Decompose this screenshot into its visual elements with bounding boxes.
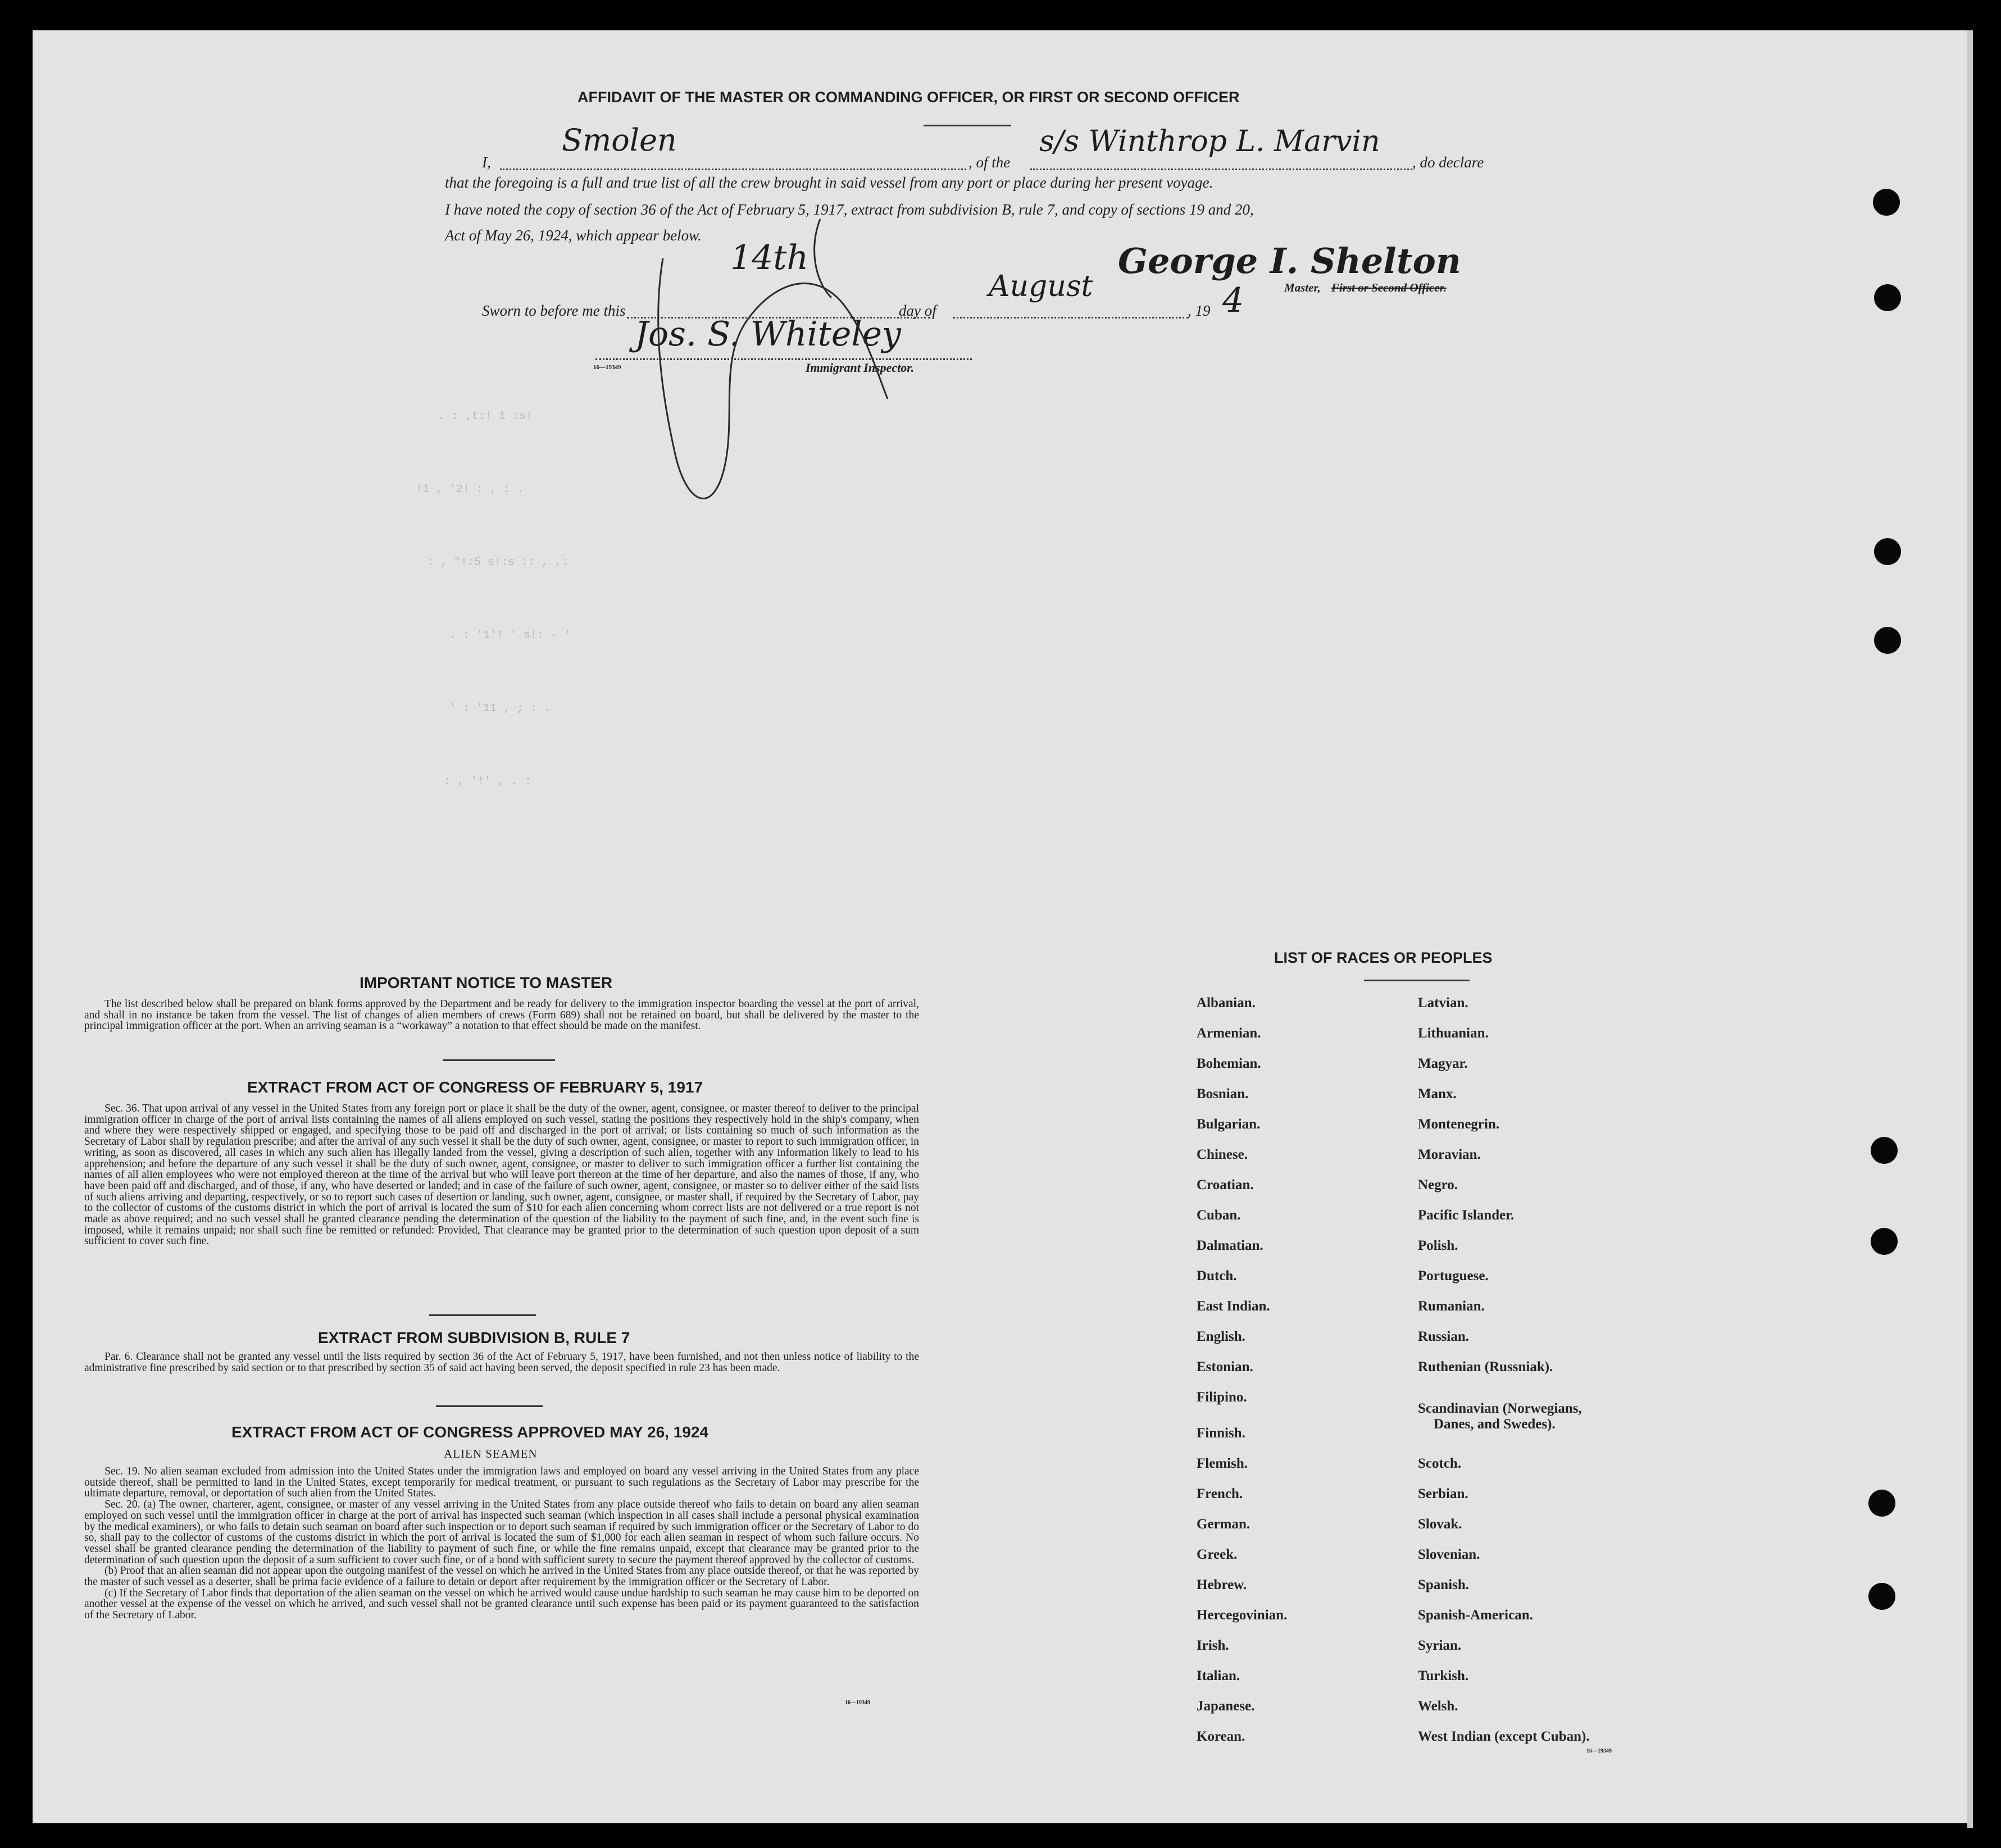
handwritten-year: 4 (1222, 281, 1244, 320)
bleed-through-text: : , '!' , . : (444, 775, 532, 788)
race-item: Syrian. (1418, 1638, 1462, 1653)
bleed-through-text: . : '1'! ' s!: - ' (449, 629, 571, 642)
race-item: Spanish-American. (1418, 1608, 1533, 1623)
officer-label: First or Second Officer. (1331, 281, 1447, 294)
race-item: Scandinavian (Norwegians, (1418, 1401, 1582, 1416)
form-number: 16—19349 (845, 1700, 870, 1706)
section-divider (443, 1059, 555, 1061)
race-item: Rumanian. (1418, 1299, 1485, 1314)
punch-hole (1874, 284, 1901, 311)
bleed-through-text: : , "!:5 s!:s :: , ,: (427, 556, 569, 569)
race-item: Bosnian. (1197, 1086, 1249, 1101)
bleed-through-text: . : ,t:! 1 :s! (438, 410, 533, 423)
notice-text (84, 999, 919, 1032)
section-20b-paragraph: (b) Proof that an alien seaman did not appear upon the outgoing manifest of the vessel on which he arrived in the United States from any place outside thereof, or that he was reported by the master of such vessel as a deserter, shall be prima facie evidence of a failure to detain or deport after requirement by the immigration officer or the Secretary of Labor. (84, 1565, 919, 1588)
alien-seamen-subtitle: ALIEN SEAMEN (444, 1447, 538, 1460)
section-20a-paragraph: Sec. 20. (a) The owner, charterer, agent, consignee, or master of any vessel arriving in the United States from any place outside thereof who fails to detain on board any alien seaman employed on such vessel until the immigration officer in charge at the port of arrival has inspected such seaman (which inspection in all cases shall include a personal physical examination by the medical examiners), or who fails to detain such seaman on board after such inspection or to deport such seaman if required by such immigration officer or the Secretary of Labor to do so, shall pay to the collector of customs of the customs district in which the port of arrival is located the sum of $1,000 for each alien seaman in respect of whom such failure occurs. No vessel shall be granted clearance pending the determination of the liability to payment of such fine, or while the fine remains unpaid, except that clearance may be granted prior to the determination of such question upon the deposit of a sum sufficient to cover such fine, or of a bond with sufficient surety to secure the payment thereof approved by the collector of customs. (84, 1499, 919, 1566)
race-item: Montenegrin. (1418, 1117, 1500, 1132)
extract-1924-text (84, 1466, 919, 1621)
race-item: Polish. (1418, 1238, 1458, 1253)
races-title: LIST OF RACES OR PEOPLES (1274, 949, 1493, 966)
race-item: Finnish. (1197, 1426, 1245, 1441)
sworn-label: Sworn to before me this (482, 302, 626, 319)
race-item: Moravian. (1418, 1147, 1481, 1162)
section-divider (429, 1314, 536, 1316)
extract-1924-title: EXTRACT FROM ACT OF CONGRESS APPROVED MAY 26, 1924 (231, 1423, 708, 1441)
punch-hole (1874, 627, 1901, 654)
handwritten-vessel: s/s Winthrop L. Marvin (1039, 125, 1380, 158)
punch-hole (1868, 1490, 1895, 1517)
race-item: Dutch. (1197, 1268, 1237, 1283)
race-item: East Indian. (1197, 1299, 1270, 1314)
race-item: Hercegovinian. (1197, 1608, 1288, 1623)
race-item: Manx. (1418, 1086, 1457, 1101)
extract-1917-title: EXTRACT FROM ACT OF CONGRESS OF FEBRUARY 5, 1917 (247, 1078, 703, 1096)
affidavit-line-4: Act of May 26, 1924, which appear below. (445, 227, 702, 244)
page-edge (1967, 30, 1973, 1828)
of-the-label: , of the (968, 154, 1011, 171)
handwritten-name: Smolen (562, 122, 677, 158)
bleed-through-text: !1 , '2! : , : . (416, 483, 524, 496)
race-item: Lithuanian. (1418, 1026, 1489, 1041)
race-item: Spanish. (1418, 1577, 1470, 1592)
race-item: West Indian (except Cuban). (1418, 1729, 1590, 1744)
handwritten-month: August (989, 270, 1093, 303)
race-item: Filipino. (1197, 1390, 1247, 1405)
decorative-rule (924, 125, 1011, 126)
race-item: Irish. (1197, 1638, 1229, 1653)
race-item: Magyar. (1418, 1056, 1468, 1071)
inspector-label: Immigrant Inspector. (806, 361, 915, 375)
race-item: Slovenian. (1418, 1547, 1480, 1562)
race-item: Chinese. (1197, 1147, 1248, 1162)
race-item: Negro. (1418, 1177, 1458, 1192)
race-item: Greek. (1197, 1547, 1238, 1562)
race-item: Croatian. (1197, 1177, 1254, 1192)
punch-hole (1871, 1228, 1898, 1255)
race-item: Japanese. (1197, 1699, 1255, 1714)
race-item: Slovak. (1418, 1517, 1462, 1532)
section-19-paragraph: Sec. 19. No alien seaman excluded from admission into the United States under the immigration laws and employed on board any vessel arriving in the United States from any place outside thereof, shall be permitted to land in the United States, except temporarily for medical treatment, or pursuant to such regulations as the Secretary of Labor may prescribe for the ultimate departure, removal, or deportation of such alien from the United States. (84, 1465, 919, 1500)
race-item: Korean. (1197, 1729, 1245, 1744)
signature-flourish (629, 213, 910, 528)
punch-hole (1874, 538, 1901, 565)
punch-hole (1868, 1583, 1895, 1610)
bleed-through-text: ' : '11 , ; : . (449, 702, 551, 715)
section-divider (436, 1405, 543, 1407)
race-item: Bohemian. (1197, 1056, 1261, 1071)
form-number: 16—19349 (1586, 1748, 1612, 1754)
race-item: Scotch. (1418, 1456, 1462, 1471)
handwritten-day: 14th (730, 238, 809, 277)
race-item: Turkish. (1418, 1668, 1469, 1683)
par-6-paragraph: Par. 6. Clearance shall not be granted any vessel until the lists required by section 36 of the Act of February 5, 1917, have been furnished, and not then unless notice of liability to the administrative fine prescribed by said section or to that prescribed by section 35 of said act having been served, the deposit specified in rule 23 has been made. (84, 1351, 919, 1374)
race-item: Hebrew. (1197, 1577, 1247, 1592)
section-36-paragraph: Sec. 36. That upon arrival of any vessel in the United States from any foreign port or place it shall be the duty of the owner, agent, consignee, or master thereof to deliver to the principal immigration officer in charge of the port of arrival lists containing the names of all aliens employed on such vessel, stating the positions they respectively hold in the ship's company, when and where they were respectively shipped or engaged, and specifying those to be paid off and discharged in the port of arrival; or lists containing so much of such information as the Secretary of Labor shall by regulation prescribe; and after the arrival of any such vessel it shall be the duty of such owner, agent, consignee, or master to report to such immigration officer, in writing, as soon as discovered, all cases in which any such alien has illegally landed from the vessel, giving a description of such alien, together with any information likely to lead to his apprehension; and before the departure of any such vessel it shall be the duty of such owner, agent, consignee, or master to deliver to such immigration officer a further list containing the names of all alien employees who were not employed thereon at the time of the arrival but who will leave port thereon at the time of her departure, and also the names of those, if any, who have been paid off and discharged, and of those, if any, who have deserted or landed; and in case of the failure of such owner, agent, consignee, or master so to deliver either of the said lists of such aliens arriving and departing, respectively, or so to report such cases of desertion or landing, such owner, agent, consignee, or master shall, if required by the Secretary of Labor, pay to the collector of customs of the customs district in which the port of arrival is located the sum of $10 for each alien concerning whom correct lists are not delivered or a true report is not made as above required; and no such vessel shall be granted clearance pending the determination of the question of the liability to the payment of such fine, and, in the event such fine is imposed, while it remains unpaid; nor shall such fine be remitted or refunded: Provided, That clearance may be granted prior to the determination of such question upon deposit of a sum sufficient to cover such fine. (84, 1103, 919, 1248)
race-item: Latvian. (1418, 995, 1468, 1011)
race-item: Portuguese. (1418, 1268, 1489, 1283)
section-20c-paragraph: (c) If the Secretary of Labor finds that deportation of the alien seaman on the vessel on which he arrived would cause undue hardship to such seaman he may cause him to be deported on another vessel at the expense of the vessel on which he arrived, and such vessel shall not be granted clearance until such expense has been paid or its payment guaranteed to the satisfaction of the Secretary of Labor. (84, 1587, 919, 1622)
race-item: Serbian. (1418, 1486, 1468, 1501)
punch-hole (1873, 189, 1900, 216)
notice-paragraph: The list described below shall be prepared on blank forms approved by the Department and be ready for delivery to the immigration inspector boarding the vessel at the port of arrival, and shall in no instance be taken from the vessel. The list of changes of alien members of crews (Form 689) shall not be retained on board, but shall be delivered by the master to the principal immigration officer at the port. When an arriving seaman is a “workaway” a notation to that effect should be made on the manifest. (84, 998, 919, 1032)
notice-title: IMPORTANT NOTICE TO MASTER (360, 974, 613, 991)
race-item: Dalmatian. (1197, 1238, 1263, 1253)
do-declare-label: , do declare (1412, 154, 1484, 171)
name-blank-line (500, 169, 966, 170)
race-item: French. (1197, 1486, 1243, 1501)
race-item: English. (1197, 1329, 1245, 1344)
race-item: Armenian. (1197, 1026, 1261, 1041)
affidavit-i-label: I, (482, 154, 491, 171)
race-item: Ruthenian (Russniak). (1418, 1359, 1553, 1374)
race-item: Flemish. (1197, 1456, 1248, 1471)
race-item: Russian. (1418, 1329, 1470, 1344)
affidavit-line-3: I have noted the copy of section 36 of the Act of February 5, 1917, extract from subdivision B, rule 7, and copy of sections 19 and 20, (445, 201, 1254, 218)
inspector-signature: Jos. S. Whiteley (635, 315, 901, 354)
race-item: Danes, and Swedes). (1434, 1417, 1556, 1432)
race-item: Italian. (1197, 1668, 1240, 1683)
master-signature: George I. Shelton (1118, 240, 1461, 281)
form-number: 16—19349 (593, 364, 621, 371)
races-title-rule (1364, 980, 1470, 981)
race-item: Bulgarian. (1197, 1117, 1261, 1132)
race-item: Albanian. (1197, 995, 1256, 1011)
subdivision-b-text (84, 1351, 919, 1373)
extract-1917-text (84, 1103, 919, 1247)
year-prefix: , 19 (1188, 302, 1211, 319)
day-of-label: day of (899, 302, 936, 319)
affidavit-title: AFFIDAVIT OF THE MASTER OR COMMANDING OFFICER, OR FIRST OR SECOND OFFICER (577, 89, 1240, 106)
subdivision-b-title: EXTRACT FROM SUBDIVISION B, RULE 7 (318, 1329, 630, 1346)
punch-hole (1871, 1137, 1898, 1164)
affidavit-line-2: that the foregoing is a full and true list of all the crew brought in said vessel from any port or place during her present voyage. (445, 174, 1213, 191)
master-label: Master, (1284, 281, 1321, 294)
vessel-blank-line (1030, 169, 1412, 170)
month-blank-line (953, 317, 1189, 318)
race-item: Cuban. (1197, 1208, 1241, 1223)
race-item: Pacific Islander. (1418, 1208, 1515, 1223)
race-item: Welsh. (1418, 1699, 1458, 1714)
race-item: German. (1197, 1517, 1250, 1532)
race-item: Estonian. (1197, 1359, 1253, 1374)
